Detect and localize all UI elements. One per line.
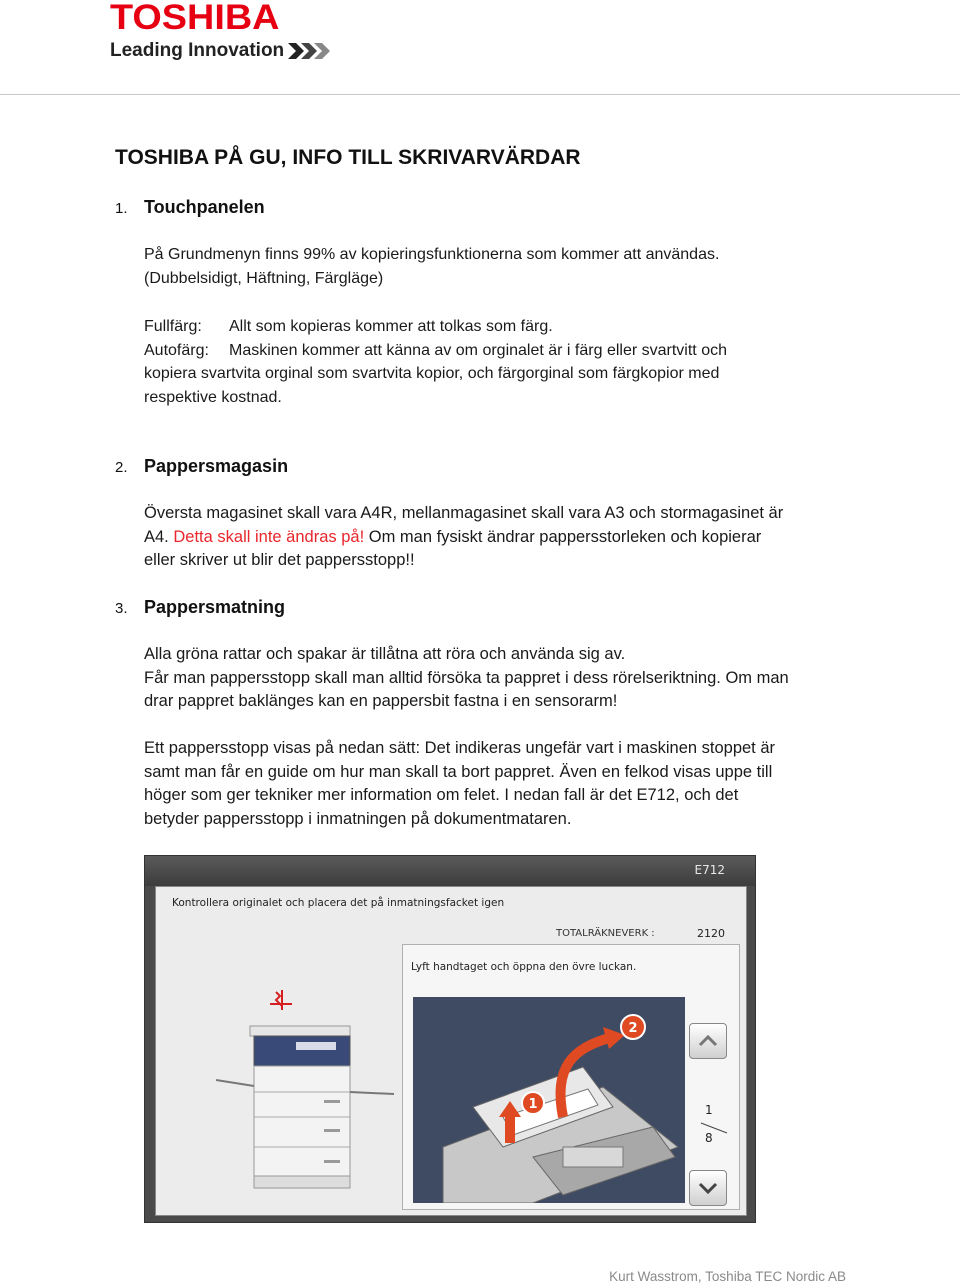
counter-label: TOTALRÄKNEVERK : [556, 928, 655, 939]
text-fragment: Om man fysiskt ändrar pappersstorleken och kopierar [368, 527, 762, 546]
page-current: 1 [705, 1103, 713, 1117]
page-total: 8 [705, 1131, 713, 1145]
text-line: eller skriver ut blir det pappersstopp!! [144, 551, 415, 570]
text-line: drar pappret baklänges kan en pappersbit fastna i en sensorarm! [144, 692, 618, 711]
section-2-heading: Pappersmagasin [144, 456, 289, 476]
section-3-para-1 [144, 643, 844, 714]
header-divider [0, 94, 960, 95]
section-1-intro [144, 243, 844, 290]
section-1-number: 1. [115, 200, 128, 217]
counter-value: 2120 [697, 927, 725, 940]
guide-message: Lyft handtaget och öppna den övre luckan. [411, 961, 637, 973]
text-line: Ett pappersstopp visas på nedan sätt: Det indikeras ungefär vart i maskinen stoppet är [144, 739, 776, 757]
color-modes [144, 315, 844, 410]
machine-illustration [216, 982, 401, 1212]
warning-text: Detta skall inte ändras på! [173, 527, 365, 546]
text-line: Översta magasinet skall vara A4R, mellanmagasinet skall vara A3 och stormagasinet är [144, 504, 784, 522]
section-1-heading: Touchpanelen [144, 197, 265, 217]
touchpanel-screenshot [144, 855, 756, 1223]
document-title: TOSHIBA PÅ GU, INFO TILL SKRIVARVÄRDAR [115, 146, 581, 169]
text-line: Får man pappersstopp skall man alltid försöka ta pappret i dess rörelseriktning. Om man [144, 668, 789, 687]
panel-top-bar [145, 856, 755, 886]
feeder-illustration [413, 997, 685, 1203]
fullfarg-term: Fullfärg: [144, 318, 202, 335]
fullfarg-text: Allt som kopieras kommer att tolkas som färg. [229, 318, 553, 335]
text-line [144, 526, 844, 550]
autofarg-term: Autofärg: [144, 341, 209, 359]
section-2-body [144, 502, 844, 573]
chevrons-icon [288, 43, 330, 59]
scroll-up-icon [698, 1035, 718, 1047]
step-2-label: 2 [628, 1021, 638, 1036]
error-code: E712 [694, 863, 725, 877]
slogan [110, 40, 330, 62]
text-line: (Dubbelsidigt, Häftning, Färgläge) [144, 269, 384, 287]
text-line: Alla gröna rattar och spakar är tillåtna att röra och använda sig av. [144, 645, 626, 663]
section-3-number: 3. [115, 600, 128, 617]
step-1-label: 1 [528, 1097, 538, 1112]
page-divider [699, 1121, 729, 1135]
fullfarg-row [144, 315, 844, 339]
paper-jam-icon [270, 990, 292, 1010]
text-line: höger som ger tekniker mer information om felet. I nedan fall är det E712, och det [144, 786, 739, 805]
guide-illustration [413, 997, 685, 1203]
text-line: På Grundmenyn finns 99% av kopieringsfunktionerna som kommer att användas. [144, 246, 720, 263]
text-line: betyder pappersstopp i inmatningen på dokumentmataren. [144, 810, 572, 829]
scroll-down-button[interactable] [689, 1170, 727, 1206]
scroll-down-icon [698, 1182, 718, 1194]
section-3-heading: Pappersmatning [144, 597, 286, 617]
section-3-para-2 [144, 737, 844, 832]
guide-box [402, 944, 740, 1210]
text-fragment: A4. [144, 527, 169, 546]
scroll-up-button[interactable] [689, 1023, 727, 1059]
brand-name: TOSHIBA [110, 0, 280, 37]
section-2-number: 2. [115, 459, 128, 476]
footer-author: Kurt Wasstrom, Toshiba TEC Nordic AB [609, 1269, 846, 1284]
text-line: respektive kostnad. [144, 389, 282, 407]
panel-screen [155, 886, 747, 1216]
autofarg-text: Maskinen kommer att känna av om orginalet är i färg eller svartvitt och [229, 341, 727, 359]
jam-message: Kontrollera originalet och placera det på inmatningsfacket igen [172, 897, 505, 909]
slogan-text: Leading Innovation [110, 40, 285, 61]
toshiba-logo [110, 0, 330, 62]
text-line: samt man får en guide om hur man skall ta bort pappret. Även en felkod visas uppe till [144, 762, 773, 781]
autofarg-row [144, 339, 844, 363]
text-line: kopiera svartvita orginal som svartvita kopior, och färgorginal som färgkopior med [144, 365, 720, 383]
